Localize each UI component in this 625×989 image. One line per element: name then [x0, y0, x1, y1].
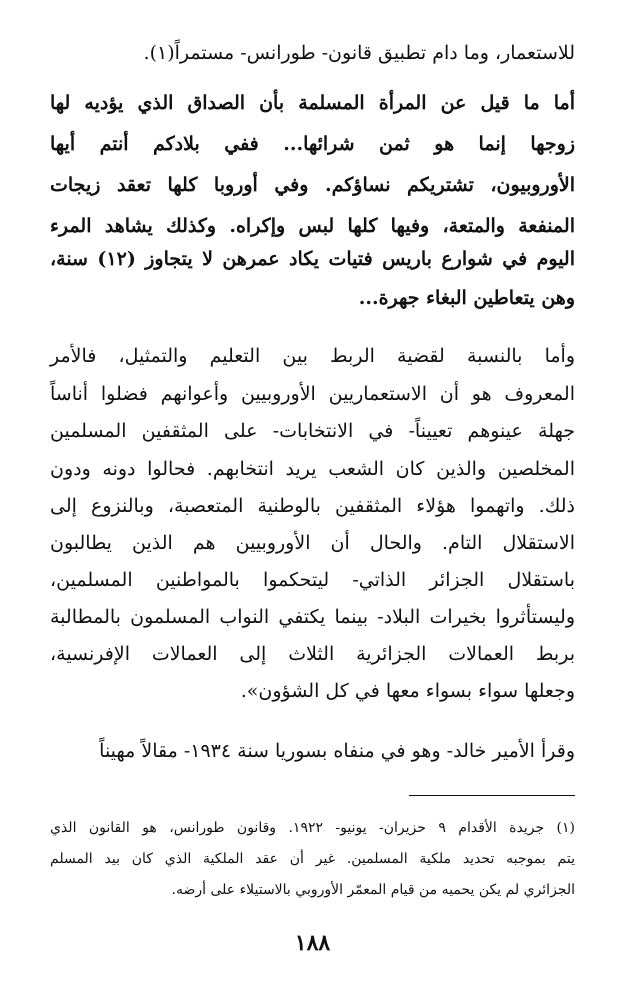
text-line: الاستقلال التام. والحال أن الأوروبيين هم الذين يطالبون — [50, 532, 575, 554]
footnote-line: (١) جريدة الأقدام ٩ حزيران- يونيو- ١٩٢٢. وقانون طورانس، هو القانون الذي — [50, 820, 576, 836]
text-line: وليستأثروا بخيرات البلاد- بينما يكتفي النواب المسلمون بالمطالبة — [50, 606, 575, 628]
text-line: وأما بالنسبة لقضية الربط بين التعليم والتمثيل، فالأمر — [50, 345, 575, 367]
footnote-separator — [409, 795, 575, 796]
text-line: الأوروبيون، تشتريكم نساؤكم. وفي أوروبا كلها تعقد زيجات — [50, 174, 575, 196]
text-line: ذلك. واتهموا هؤلاء المثقفين بالوطنية المتعصبة، وبالنزوع إلى — [50, 495, 575, 517]
text-line: اليوم في شوارع باريس فتيات يكاد عمرهن لا يتجاوز (١٢) سنة، — [50, 248, 575, 270]
text-line: بربط العمالات الجزائرية الثلاث إلى العمالات الإفرنسية، — [50, 643, 575, 665]
page-number: ١٨٨ — [294, 930, 331, 956]
text-line: المنفعة والمتعة، وفيها كلها لبس وإكراه. وكذلك يشاهد المرء — [50, 215, 575, 237]
text-line: المخلصين والذين كان الشعب يريد انتخابهم. فحالوا دونه ودون — [50, 458, 575, 480]
text-line: وجعلها سواء بسواء معها في كل الشؤون». — [240, 680, 575, 702]
text-line: وهن يتعاطين البغاء جهرة... — [358, 287, 575, 309]
text-line: جهلة عينوهم تعييناً- في الانتخابات- على المثقفين المسلمين — [50, 420, 575, 442]
footnote-line: الجزائري لم يكن يحميه من قيام المعمّر الأوروبي بالاستيلاء على أرضه. — [171, 882, 575, 898]
text-line: وقرأ الأمير خالد- وهو في منفاه بسوريا سنة ١٩٣٤- مقالاً مهيناً — [99, 740, 575, 762]
footnote-line: يتم بموجبه تحديد ملكية المسلمين. غير أن عقد الملكية الذي كان بيد المسلم — [50, 851, 575, 867]
text-line: باستقلال الجزائر الذاتي- ليتحكموا بالمواطنين المسلمين، — [50, 569, 575, 591]
text-line: المعروف هو أن الاستعماريين الأوروبيين وأعوانهم فضلوا أناساً — [50, 383, 575, 405]
text-line: أما ما قيل عن المرأة المسلمة بأن الصداق الذي يؤديه لها — [50, 92, 575, 114]
text-line: للاستعمار، وما دام تطبيق قانون- طورانس- مستمراً(١). — [143, 42, 575, 64]
text-line: زوجها إنما هو ثمن شرائها... ففي بلادكم أنتم أيها — [50, 133, 575, 155]
